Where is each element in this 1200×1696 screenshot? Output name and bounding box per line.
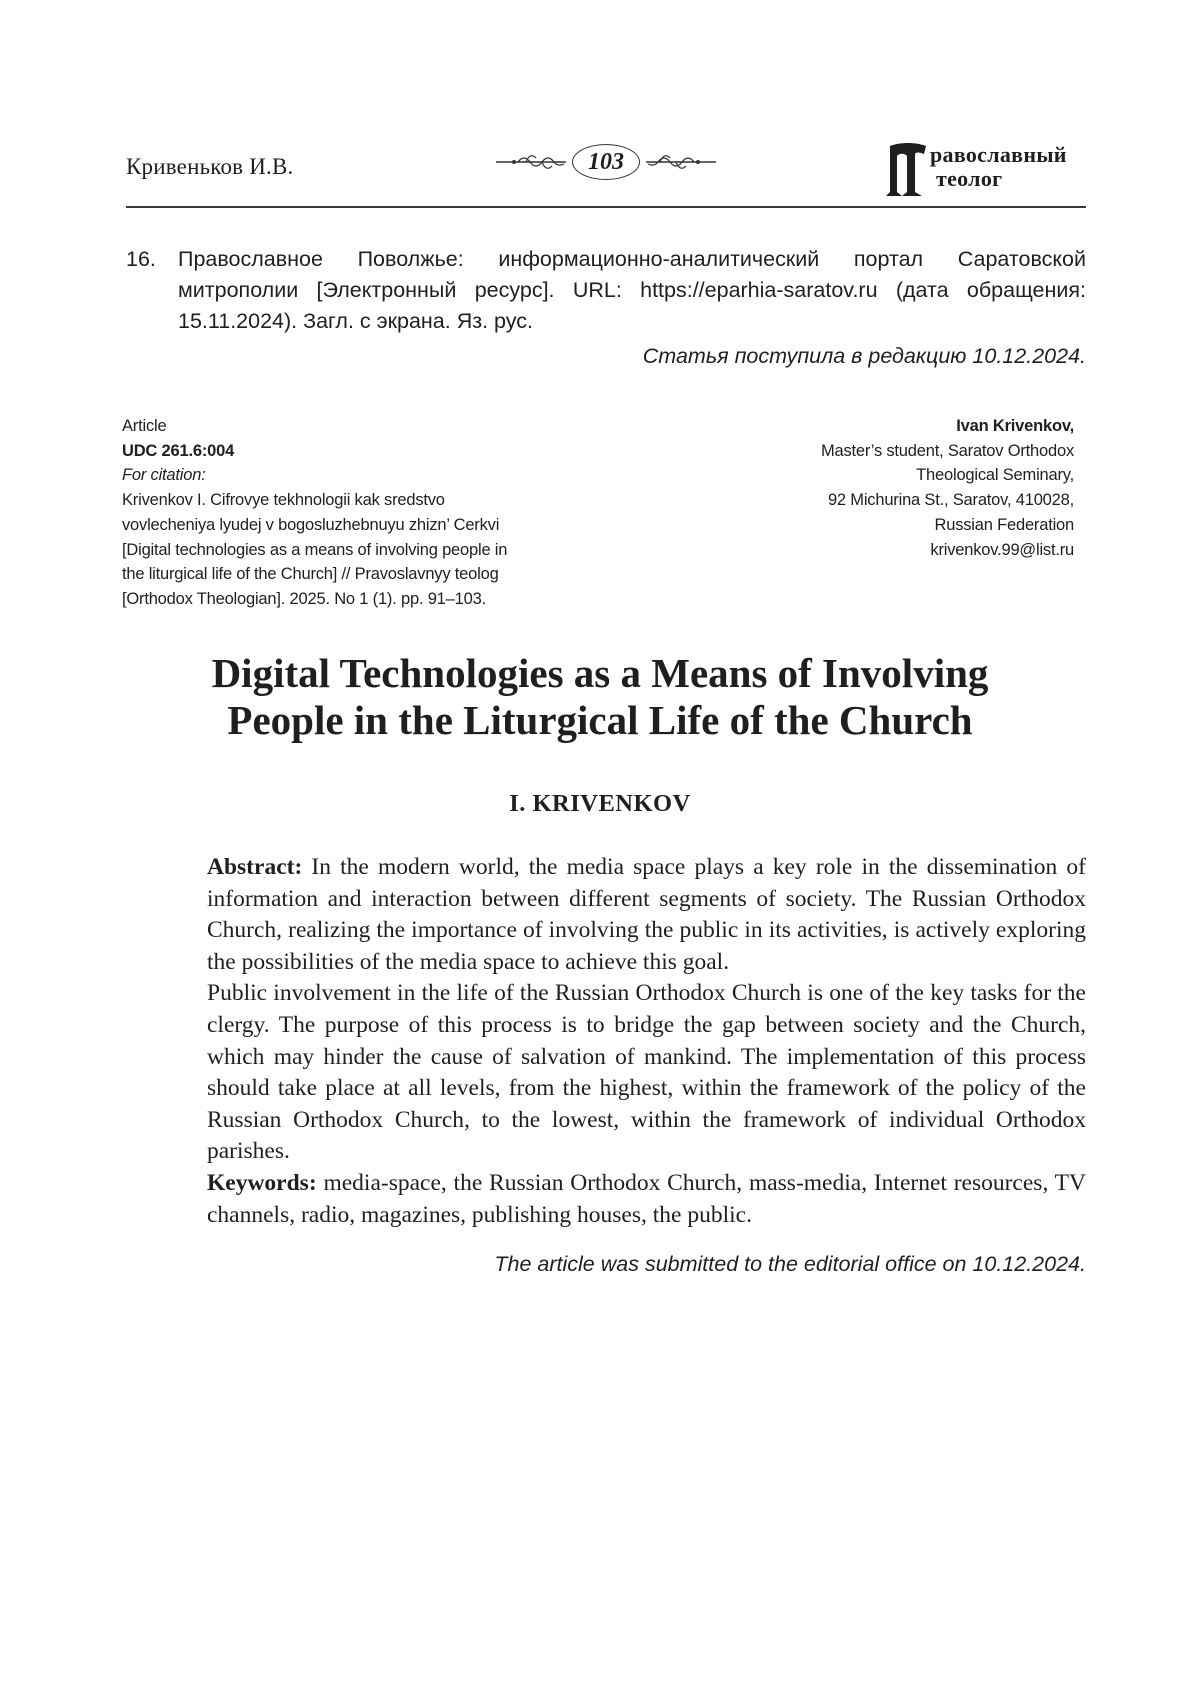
author-info-line: Theological Seminary,: [916, 466, 1074, 485]
page-number-ornament: [496, 140, 716, 186]
udc-code: UDC 261.6:004: [122, 441, 235, 460]
running-author: Кривеньков И.В.: [126, 154, 294, 179]
keywords-label: Keywords:: [207, 1169, 317, 1196]
author-info-line: Master’s student, Saratov Orthodox: [820, 441, 1074, 460]
citation-line: Krivenkov I. Cifrovye tekhnologii kak sredstvo: [122, 491, 445, 510]
journal-logo: [886, 140, 1086, 200]
citation-line: the liturgical life of the Church] // Pravoslavnyy teolog: [122, 565, 499, 584]
article-meta: [122, 414, 572, 612]
citation-line: vovlecheniya lyudej v bogosluzhebnuyu zhizn’ Cerkvi: [122, 515, 500, 534]
journal-name-line1: равославный: [930, 142, 1067, 167]
journal-logo-letter-icon: [886, 140, 930, 200]
journal-name-line2: теолог: [936, 166, 1003, 191]
abstract-paragraph: [207, 852, 1086, 978]
author-info: [714, 414, 1074, 562]
reference-text: Православное Поволжье: информационно-аналитический портал Саратовской митрополии [Электронный ресурс]. URL: https://eparhia-saratov.ru (дата обращения: 15.11.2024). Загл. с экрана. Яз. рус.: [178, 247, 1086, 333]
author-info-name: Ivan Krivenkov,: [956, 417, 1074, 435]
abstract-paragraph: Public involvement in the life of the Russian Orthodox Church is one of the key tasks for the clergy. The purpose of this process is to bridge the gap between society and the Church, which may hinder the cause of salvation of mankind. The implementation of this process should take place at all levels, from the highest, within the framework of the policy of the Russian Orthodox Church, to the lowest, within the framework of individual Orthodox parishes.: [207, 980, 1086, 1165]
author-info-line: Russian Federation: [934, 515, 1074, 534]
author-info-line: 92 Michurina St., Saratov, 410028,: [827, 491, 1074, 510]
received-date-ru: Статья поступила в редакцию 10.12.2024.: [642, 344, 1086, 368]
citation-label: For citation:: [122, 466, 206, 485]
page-header: [126, 140, 1086, 208]
title-line: Digital Technologies as a Means of Involving: [211, 650, 989, 696]
citation-line: [Digital technologies as a means of involving people in: [122, 540, 508, 559]
received-date-en: The article was submitted to the editorial office on 10.12.2024.: [494, 1252, 1086, 1276]
page-number: 103: [572, 144, 640, 180]
author-email: krivenkov.99@list.ru: [930, 540, 1074, 559]
author-byline: I. KRIVENKOV: [509, 790, 691, 817]
reference-number: 16.: [126, 247, 156, 271]
article-title: [100, 650, 1100, 744]
abstract-block: [207, 852, 1086, 1231]
abstract-label: Abstract:: [207, 854, 303, 880]
reference-entry: [126, 244, 1086, 337]
keywords-text: media-space, the Russian Orthodox Church, mass-media, Internet resources, TV channels, radio, magazines, publishing houses, the public.: [207, 1169, 1087, 1228]
citation-line: [Orthodox Theologian]. 2025. No 1 (1). pp. 91–103.: [122, 589, 486, 608]
title-line: People in the Liturgical Life of the Church: [227, 697, 973, 743]
keywords-paragraph: [207, 1168, 1086, 1231]
abstract-text: In the modern world, the media space plays a key role in the dissemination of information and interaction between different segments of society. The Russian Orthodox Church, realizing the importance of involving the public in its activities, is actively exploring the possibilities of the media space to achieve this goal.: [207, 854, 1087, 975]
article-type: Article: [122, 417, 167, 435]
